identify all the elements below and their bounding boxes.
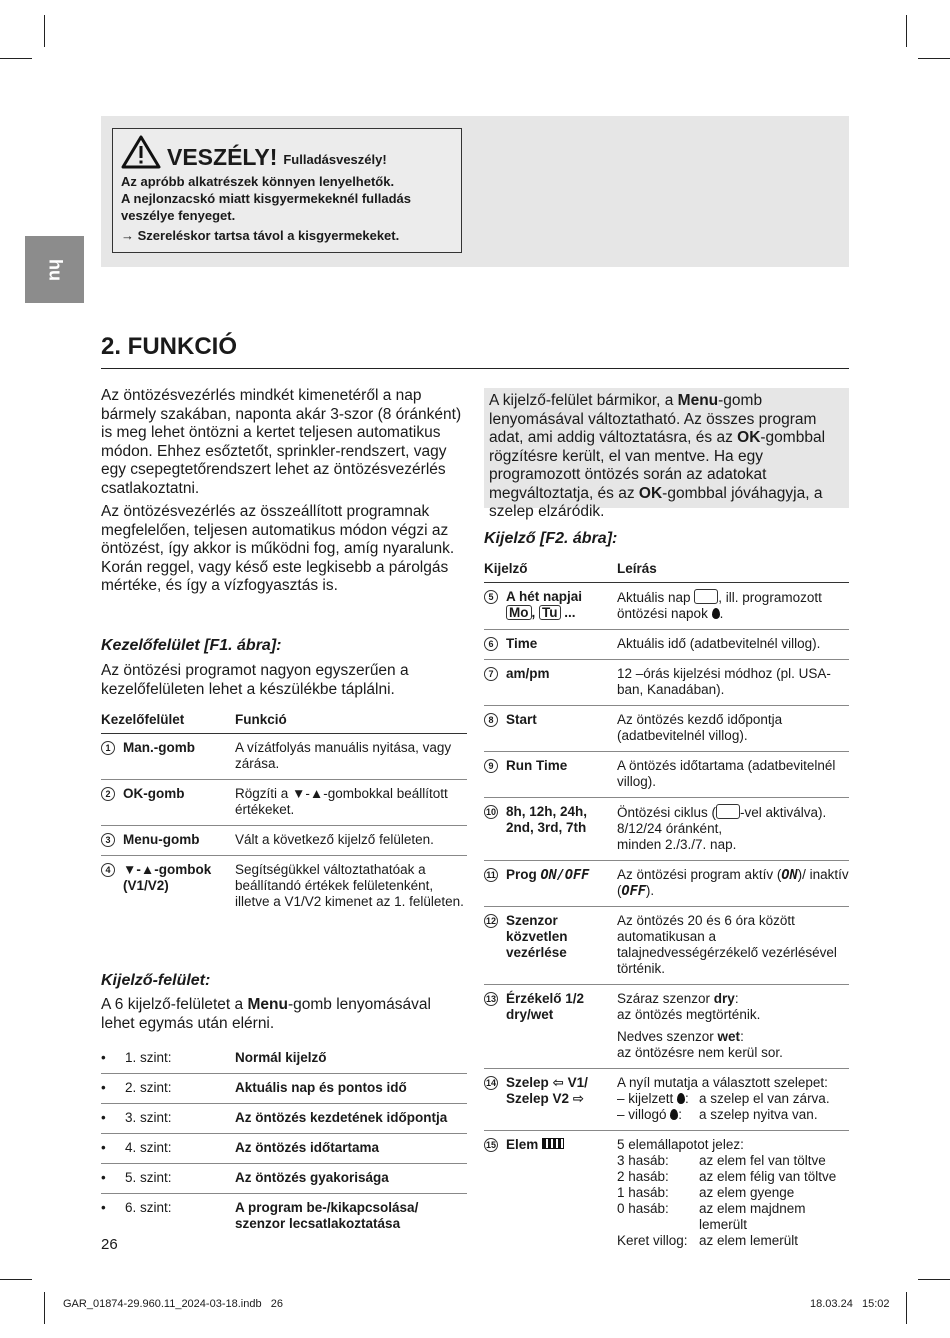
table-header: Funkció <box>235 706 467 734</box>
table-row <box>484 630 849 660</box>
bullet: • <box>101 1074 125 1104</box>
table-row <box>484 1069 849 1131</box>
table-cell: 7 am/pm <box>484 660 617 706</box>
table-header: Kezelőfelület <box>101 706 235 734</box>
table-cell: 15 Elem <box>484 1131 617 1257</box>
bullet: • <box>101 1104 125 1134</box>
table-cell: 14 Szelep ⇦ V1/ Szelep V2 ⇨ <box>484 1069 617 1131</box>
table-cell: 12 Szenzor közvetlen vezérlése <box>484 907 617 985</box>
table-row <box>484 985 849 1069</box>
blank-frame-icon <box>694 589 718 604</box>
table-cell: Az öntözés 20 és 6 óra között automatikusan a talajnedvességérzékelő vezérlésével történik. <box>617 907 849 985</box>
warning-box <box>112 128 462 253</box>
levels-list <box>101 1044 467 1239</box>
table-cell: 12 –órás kijelzési módhoz (pl. USA-ban, Kanadában). <box>617 660 849 706</box>
table-row <box>101 856 467 918</box>
arrow-right-icon: → <box>121 228 138 243</box>
table-cell: 2 OK-gomb <box>101 780 235 826</box>
bullet: • <box>101 1164 125 1194</box>
bullet: • <box>101 1134 125 1164</box>
arrow-left-outline-icon: ⇦ <box>552 1075 564 1090</box>
day-key-mo: Mo <box>506 605 532 620</box>
table-cell: A nyíl mutatja a választott szelepet: – kijelzett : a szelep el van zárva. – villogó : a szelep nyitva van. <box>617 1069 849 1131</box>
table-header-row <box>101 706 467 734</box>
battery-state: 1 hasáb: az elem gyenge <box>617 1185 795 1200</box>
water-drop-icon <box>712 608 720 619</box>
kezelo-heading: Kezelőfelület [F1. ábra]: <box>101 637 282 654</box>
warning-header <box>121 135 453 169</box>
crop-mark <box>0 1279 32 1280</box>
table-header: Leírás <box>617 555 849 583</box>
bullet: • <box>101 1200 106 1215</box>
section-title: 2. FUNKCIÓ <box>101 333 238 360</box>
bullet: • <box>101 1044 125 1074</box>
kijelzo-heading: Kijelző [F2. ábra]: <box>484 530 618 547</box>
warning-instruction: → Szereléskor tartsa távol a kisgyermekeket. <box>121 228 400 243</box>
footer-date: 18.03.24 15:02 <box>810 1298 890 1310</box>
battery-state: Keret villog: az elem lemerült <box>617 1233 799 1248</box>
table-row <box>484 752 849 798</box>
table-row <box>101 826 467 856</box>
table-row <box>484 583 849 630</box>
table-cell: A vízátfolyás manuális nyitása, vagy zárása. <box>235 734 467 780</box>
table-cell: Az öntözés kezdő időpontja (adatbevitelnél villog). <box>617 706 849 752</box>
warning-body <box>121 173 453 244</box>
table-cell: 9 Run Time <box>484 752 617 798</box>
table-header: Kijelző <box>484 555 617 583</box>
battery-state: 0 hasáb: az elem majdnem lemerült <box>617 1201 806 1232</box>
table-cell: Rögzíti a ▼-▲-gombokkal beállított értékeket. <box>235 780 467 826</box>
blank-frame-icon <box>716 804 740 819</box>
table-cell: Aktuális nap , ill. programozott öntözési napok . <box>617 583 849 630</box>
table-cell: Az öntözési program aktív (ON)/ inaktív (OFF). <box>617 861 849 907</box>
crop-mark <box>0 58 32 59</box>
footer-file-info: GAR_01874-29.960.11_2024-03-18.indb 26 <box>63 1298 283 1310</box>
warning-subtitle: Fulladásveszély! <box>283 152 387 167</box>
table-row <box>101 780 467 826</box>
table-cell: 8 Start <box>484 706 617 752</box>
kijelzo-felulet-text: A 6 kijelző-felületet a Menu-gomb lenyomásával lehet egymás után elérni. <box>101 996 431 1032</box>
arrow-right-outline-icon: ⇨ <box>572 1091 585 1106</box>
list-item: • 4. szint: Az öntözés időtartama <box>101 1134 467 1164</box>
battery-state: 3 hasáb: az elem fel van töltve <box>617 1153 826 1168</box>
table-cell: 5 A hét napjai Mo , Tu ... <box>484 583 617 630</box>
table-cell: Aktuális idő (adatbevitelnél villog). <box>617 630 849 660</box>
crop-mark <box>44 1292 45 1324</box>
table-header-row <box>484 555 849 583</box>
warning-title: VESZÉLY! <box>167 144 278 170</box>
crop-mark <box>44 15 45 47</box>
list-item: • 3. szint: Az öntözés kezdetének időpontja <box>101 1104 467 1134</box>
intro-paragraph: Az öntözésvezérlés mindkét kimenetéről a nap bármely szakában, naponta akár 3-szor (8 óránként) is meg lehet öntözni a kertet teljesen automatikus módon. Ehhez esőztetőt, sprinkler-rendszert, vagy egy csepegtetőrendszert lehet az öntözésvezérlés csatlakoztatni. <box>101 387 462 497</box>
table-cell: 13 Érzékelő 1/2 dry/wet <box>484 985 617 1069</box>
table-cell: 5 elemállapotot jelez: 3 hasáb: az elem fel van töltve 2 hasáb: az elem félig van töltve 1 hasáb: az elem gyenge 0 hasáb: az elem majdnem lemerült Keret villog: az elem lemerült <box>617 1131 849 1257</box>
crop-mark <box>906 1292 907 1324</box>
table-cell: Száraz szenzor dry: az öntözés megtörténik. Nedves szenzor wet: az öntözésre nem kerül sor. <box>617 985 849 1069</box>
info-box: A kijelző-felület bármikor, a Menu-gomb lenyomásával változtatható. Az összes program adat, ami addig változtatásra, és az OK-gombbal rögzítésre került, el van mentve. Ha egy programozott öntözés során az adatokat megváltoztatja, és az OK-gombbal jóváhagyja, a szelep elzáródik. <box>484 388 849 508</box>
crop-mark <box>906 15 907 47</box>
kijelzo-felulet-heading: Kijelző-felület: <box>101 972 211 989</box>
battery-state: 2 hasáb: az elem félig van töltve <box>617 1169 837 1184</box>
list-item: • 5. szint: Az öntözés gyakorisága <box>101 1164 467 1194</box>
water-drop-icon <box>670 1109 678 1120</box>
warning-triangle-icon <box>121 135 161 169</box>
table-cell: 11 Prog ON/OFF <box>484 861 617 907</box>
table-row <box>484 861 849 907</box>
table-row <box>484 1131 849 1257</box>
crop-mark <box>918 58 950 59</box>
page-number: 26 <box>101 1236 118 1253</box>
kezelo-table <box>101 706 467 917</box>
table-cell: 3 Menu-gomb <box>101 826 235 856</box>
table-row <box>484 907 849 985</box>
table-row <box>484 798 849 861</box>
intro-paragraph: Az öntözésvezérlés az összeállított programnak megfelelően, teljesen automatikus módon végzi az öntözést, így akkor is működni fog, amíg nyaralunk. Korán reggel, vagy késő este legkisebb a párolgás mértéke, és így a vízfogyasztás is. <box>101 503 455 594</box>
crop-mark <box>918 1279 950 1280</box>
list-item: • 1. szint: Normál kijelző <box>101 1044 467 1074</box>
warning-line: A nejlonzacskó miatt kisgyermekeknél fulladás veszélye fenyeget. <box>121 191 411 223</box>
table-cell: A öntözés időtartama (adatbevitelnél villog). <box>617 752 849 798</box>
table-cell: 1 Man.-gomb <box>101 734 235 780</box>
table-cell: Vált a következő kijelző felületen. <box>235 826 467 856</box>
table-row <box>484 660 849 706</box>
table-cell: Segítségükkel változtathatóak a beállítandó értékek felületenként, illetve a V1/V2 kimenet az 1. felületen. <box>235 862 464 909</box>
battery-icon <box>542 1138 564 1149</box>
language-tab: hu <box>25 236 84 303</box>
day-key-tu: Tu <box>539 605 561 620</box>
table-cell: 6 Time <box>484 630 617 660</box>
table-row <box>101 734 467 780</box>
table-row <box>484 706 849 752</box>
list-item: • 2. szint: Aktuális nap és pontos idő <box>101 1074 467 1104</box>
table-cell: 10 8h, 12h, 24h, 2nd, 3rd, 7th <box>484 798 617 861</box>
kijelzo-table <box>484 555 849 1256</box>
table-cell: 4 ▼-▲-gombok (V1/V2) <box>101 856 235 918</box>
water-drop-icon <box>677 1093 685 1104</box>
warning-line: Az apróbb alkatrészek könnyen lenyelhetők. <box>121 174 395 189</box>
section-divider <box>101 368 849 369</box>
kezelo-text: Az öntözési programot nagyon egyszerűen a kezelőfelületen lehet a készülékbe táplálni. <box>101 662 409 698</box>
table-cell: Öntözési ciklus ( -vel aktiválva). 8/12/24 óránként, minden 2./3./7. nap. <box>617 798 849 861</box>
list-item: • 6. szint: A program be-/kikapcsolása/ szenzor lecsatlakoztatása <box>101 1194 467 1240</box>
